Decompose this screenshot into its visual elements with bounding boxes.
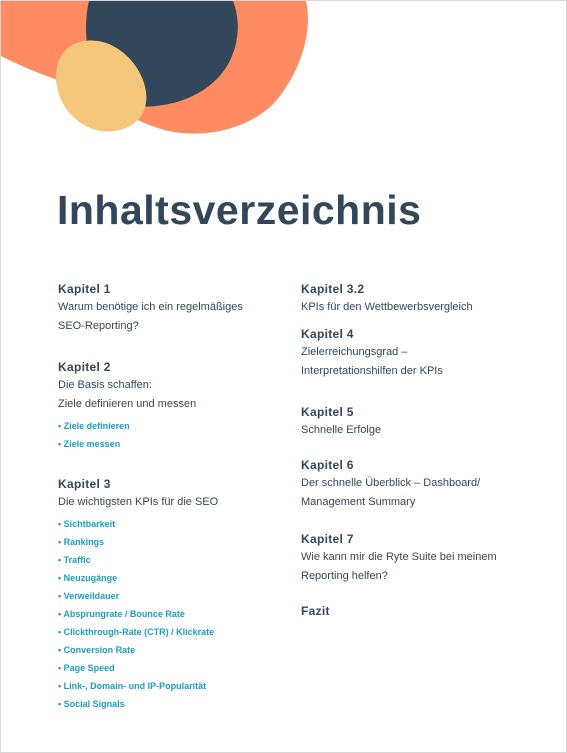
section-heading: Fazit — [301, 604, 330, 618]
toc-section-kapitel-2[interactable] — [58, 358, 298, 453]
section-text-line: Interpretationshilfen der KPIs — [301, 365, 443, 377]
section-text-line: Der schnelle Überblick – Dashboard/ — [301, 477, 481, 489]
bullet-item[interactable]: • Rankings — [58, 533, 298, 551]
toc-section-fazit[interactable] — [301, 602, 541, 620]
section-text-line: Zielerreichungsgrad – — [301, 346, 408, 358]
bullet-item[interactable]: • Sichtbarkeit — [58, 515, 298, 533]
section-text-line: Management Summary — [301, 496, 416, 508]
section-text-line: Reporting helfen? — [301, 570, 388, 582]
decorative-blob-shapes — [1, 1, 321, 141]
toc-section-kapitel-7[interactable] — [301, 530, 541, 586]
toc-left-column — [58, 280, 298, 729]
bullet-item[interactable]: • Clickthrough-Rate (CTR) / Klickrate — [58, 623, 298, 641]
section-text-line: Warum benötige ich ein regelmäßiges — [58, 301, 243, 313]
toc-section-kapitel-3-2[interactable] — [301, 280, 541, 317]
toc-section-kapitel-1[interactable] — [58, 280, 298, 336]
section-text-line: SEO-Reporting? — [58, 320, 139, 332]
bullet-item[interactable]: • Ziele definieren — [58, 417, 298, 435]
bullet-item[interactable]: • Conversion Rate — [58, 641, 298, 659]
bullet-item[interactable]: • Absprungrate / Bounce Rate — [58, 605, 298, 623]
toc-section-kapitel-5[interactable] — [301, 403, 541, 440]
section-heading: Kapitel 5 — [301, 405, 354, 419]
section-text-line: Die Basis schaffen: — [58, 379, 152, 391]
toc-section-kapitel-4[interactable] — [301, 325, 541, 381]
bullet-item[interactable]: • Traffic — [58, 551, 298, 569]
section-heading: Kapitel 2 — [58, 360, 111, 374]
section-text-line: KPIs für den Wettbewerbsvergleich — [301, 301, 473, 313]
bullet-item[interactable]: • Social Signals — [58, 695, 298, 713]
section-text-line: Wie kann mir die Ryte Suite bei meinem — [301, 551, 497, 563]
section-heading: Kapitel 3 — [58, 477, 111, 491]
section-heading: Kapitel 4 — [301, 327, 354, 341]
page-title: Inhaltsverzeichnis — [57, 187, 422, 233]
toc-section-kapitel-3[interactable] — [58, 475, 298, 713]
section-heading: Kapitel 7 — [301, 532, 354, 546]
section-heading: Kapitel 3.2 — [301, 282, 365, 296]
toc-section-kapitel-6[interactable] — [301, 456, 541, 512]
bullet-item[interactable]: • Link-, Domain- und IP-Popularität — [58, 677, 298, 695]
bullet-item[interactable]: • Verweildauer — [58, 587, 298, 605]
bullet-item[interactable]: • Page Speed — [58, 659, 298, 677]
section-heading: Kapitel 6 — [301, 458, 354, 472]
bullet-item[interactable]: • Neuzugänge — [58, 569, 298, 587]
bullet-item[interactable]: • Ziele messen — [58, 435, 298, 453]
section-text-line: Ziele definieren und messen — [58, 398, 197, 410]
section-heading: Kapitel 1 — [58, 282, 111, 296]
section-text-line: Schnelle Erfolge — [301, 424, 382, 436]
section-text-line: Die wichtigsten KPIs für die SEO — [58, 496, 219, 508]
toc-right-column — [301, 280, 541, 636]
